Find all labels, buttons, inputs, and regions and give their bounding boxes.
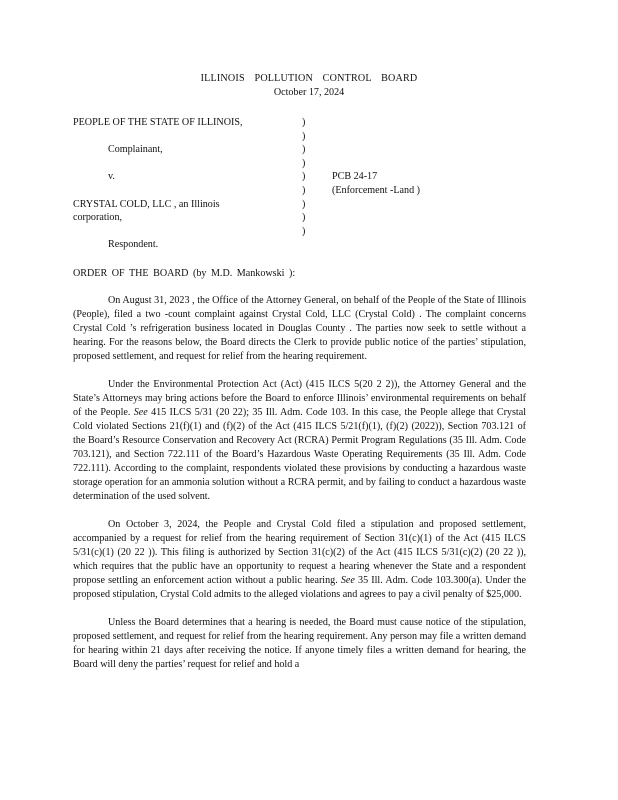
paragraph-2: Under the Environmental Protection Act (Act) (415 ILCS 5(20 2 2)), the Attorney General and the State’s Attorneys may bring actions before the Board to enforce Illinois’ environmental requirements on behalf of the People. See 415 ILCS 5/31 (20 22); 35 Ill. Adm. Code 103. In this case, the People allege that Crystal Cold violated Sections 21(f)(1) and (f)(2) of the Act (415 ILCS 5/21(f)(1), (f)(2) (2022)), Section 703.121 of the Board’s Resource Conservation and Recovery Act (RCRA) Permit Program Regulations (35 Ill. Adm. Code 703.121), and Section 722.111 of the Board’s Hazardous Waste Operating Requirements (35 Ill. Adm. Code 722.111). According to the complaint, respondents violated these provisions by conducting a hazardous waste storage operation for an ammonia solution without a RCRA permit, and by failing to conduct a hazardous waste determination of the used solvent. [73, 379, 526, 502]
order-heading: ORDER OF THE BOARD (by M.D. Mankowski ): [73, 268, 296, 279]
respondent-name-cont: corporation, [73, 212, 123, 224]
paragraph-4: Unless the Board determines that a hearing is needed, the Board must cause notice of the stipulation, proposed settlement, and request for relief from the hearing requirement. Any person may file a written demand for hearing within 21 days after receiving the notice. If anyone timely files a written demand for hearing, the Board will deny the parties’ request for relief and hold a [73, 617, 526, 670]
document-header [0, 72, 618, 100]
citation-signal: See [133, 407, 148, 418]
complainant-role: Complainant, [108, 144, 163, 156]
case-type: (Enforcement -Land ) [332, 184, 420, 196]
order-body [73, 294, 526, 672]
caption-parentheses: ) ) ) ) ) ) ) ) ) [302, 117, 306, 237]
citation-signal: See [340, 575, 355, 586]
caption-parties [73, 116, 298, 252]
respondent-role: Respondent. [108, 239, 159, 251]
case-info [332, 170, 482, 197]
versus-label: v. [108, 171, 115, 183]
order-date: October 17, 2024 [273, 87, 345, 98]
case-caption [73, 116, 553, 256]
case-number: PCB 24-17 [332, 171, 378, 182]
complainant-name: PEOPLE OF THE STATE OF ILLINOIS, [73, 117, 243, 128]
paragraph-3: On October 3, 2024, the People and Crystal Cold filed a stipulation and proposed settlement, accompanied by a request for relief from the hearing requirement of Section 31(c)(1) of the Act (415 ILCS 5/31(c)(1) (20 22 )). This filing is authorized by Section 31(c)(2) of the Act (415 ILCS 5/31(c)(2) (20 22 )), which requires that the public have an opportunity to request a hearing whenever the State and a respondent propose settling an enforcement action without a public hearing. See 35 Ill. Adm. Code 103.300(a). Under the proposed stipulation, Crystal Cold admits to the alleged violations and agrees to pay a civil penalty of $25,000. [73, 519, 526, 600]
paragraph-1: On August 31, 2023 , the Office of the Attorney General, on behalf of the People of the State of Illinois (People), filed a two -count complaint against Crystal Cold, LLC (Crystal Cold) . The complaint concerns Crystal Cold ’s refrigeration business located in Douglas County . The parties now seek to settle without a hearing. For the reasons below, the Board directs the Clerk to provide public notice of the parties’ stipulation, proposed settlement, and request for relief from the hearing requirement. [73, 295, 526, 362]
board-title: ILLINOIS POLLUTION CONTROL BOARD [200, 73, 418, 84]
respondent-name: CRYSTAL COLD, LLC , an Illinois [73, 198, 220, 210]
